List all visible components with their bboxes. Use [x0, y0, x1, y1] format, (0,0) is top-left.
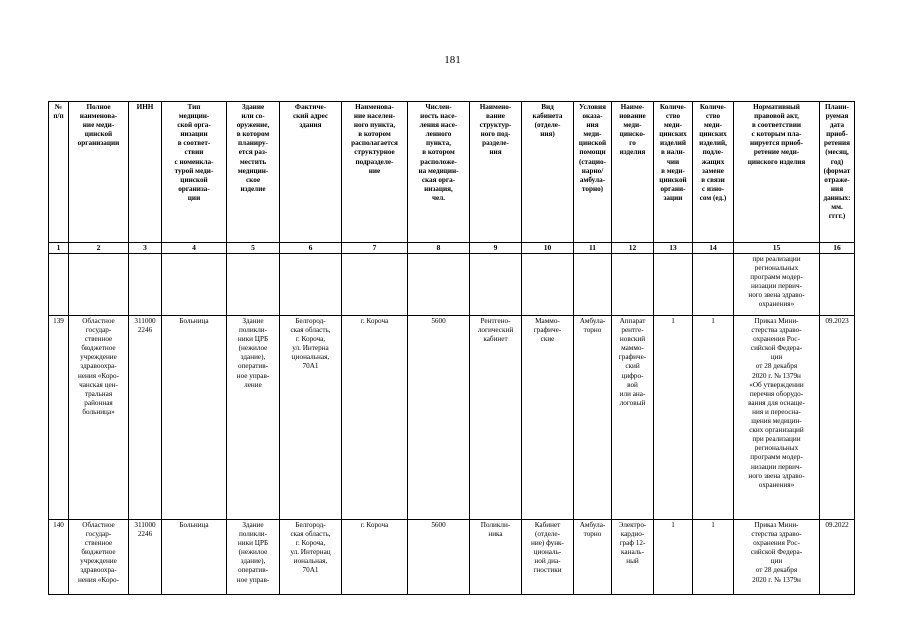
- date-cell: 09.2022: [820, 520, 855, 595]
- header-cell: Полное наименова- ние меди- цинской организации: [69, 102, 129, 243]
- column-number: 8: [408, 243, 470, 254]
- column-number: 9: [470, 243, 522, 254]
- type-cell: Больница: [162, 520, 227, 595]
- building-cell: Здание поликли- ники ЦРБ (нежилое здание), оператив- ное управ-: [227, 520, 280, 595]
- header-cell: Наименова- ние населен- ного пункта, в котором располагается структурное подразделе- ние: [342, 102, 408, 243]
- column-number: 2: [69, 243, 129, 254]
- unit-cell: Поликли- ника: [470, 520, 522, 595]
- column-number: 6: [280, 243, 342, 254]
- row-number: 139: [49, 316, 69, 520]
- type-cell: Больница: [162, 316, 227, 520]
- header-row: [49, 102, 855, 243]
- cabinet-cell: Кабинет (отделе- ние) функ- циональ- ной диа- гностики: [522, 520, 574, 595]
- equipment-table: [48, 101, 855, 595]
- column-number: 7: [342, 243, 408, 254]
- header-cell: Тип медицин- ской орга- низации в соответ- ствии с номенкла- турой меди- цинской организа- ции: [162, 102, 227, 243]
- header-cell: Количе- ство меди- цинских изделий, подле- жащих замене в связи с изно- сом (ед.): [693, 102, 734, 243]
- header-cell: Числен- ность насе- ления насе- ленного пункта, в котором расположе- на медицин- ская орга- низация, чел.: [408, 102, 470, 243]
- column-number: 16: [820, 243, 855, 254]
- act-cell: при реализации региональных программ модер- низации первич- ного звена здраво- охранения»: [734, 254, 820, 316]
- replace-cell: 1: [693, 520, 734, 595]
- cabinet-cell: Маммо- графиче- ские: [522, 316, 574, 520]
- column-number: 13: [654, 243, 693, 254]
- column-number: 1: [49, 243, 69, 254]
- page-number: 181: [444, 54, 461, 66]
- address-cell: Белгород- ская область, г. Короча, ул. Интерна циональная, 70А1: [280, 316, 342, 520]
- column-number: 12: [612, 243, 654, 254]
- header-cell: Наиме- нование меди- цинско- го изделия: [612, 102, 654, 243]
- org-cell: Областное государ- ственное бюджетное учреждение здравоохра- нения «Коро-: [69, 520, 129, 595]
- header-cell: Условия оказа- ния меди- цинской помощи (стацио- нарно/ амбула- торно): [574, 102, 612, 243]
- date-cell: 09.2023: [820, 316, 855, 520]
- settlement-cell: г. Короча: [342, 316, 408, 520]
- header-cell: Здание или со- оружение, в котором планиру- ется раз- местить медицин- ское изделие: [227, 102, 280, 243]
- conditions-cell: Амбула- торно: [574, 316, 612, 520]
- header-cell: Количе- ство меди- цинских изделий в нали- чии в меди- цинской органи- зации: [654, 102, 693, 243]
- inn-cell: 311000 2246: [129, 520, 162, 595]
- device-cell: Аппарат рентге- новский маммо- графиче- ский цифро- вой или ана- логовый: [612, 316, 654, 520]
- header-cell: № п/п: [49, 102, 69, 243]
- continuation-row: [49, 254, 855, 316]
- conditions-cell: Амбула- торно: [574, 520, 612, 595]
- settlement-cell: г. Короча: [342, 520, 408, 595]
- header-cell: Вид кабинета (отделе- ния): [522, 102, 574, 243]
- header-cell: Нормативный правовой акт, в соответствии с которым пла- нируется приоб- ретение меди- цинского изделия: [734, 102, 820, 243]
- column-number: 15: [734, 243, 820, 254]
- column-number: 14: [693, 243, 734, 254]
- act-cell: Приказ Мини- стерства здраво- охранения Рос- сийской Федера- ции от 28 декабря 2020 г. № 1379н «Об утверждении перечня оборудо- вания для оснаще- ния и переосна- щения медицин- ских организаций при реализации региональных программ модер- низации первич- ного звена здраво- охранения»: [734, 316, 820, 520]
- org-cell: Областное государ- ственное бюджетное учреждение здравоохра- нения «Коро- чанская цен- тральная районная больница»: [69, 316, 129, 520]
- qty-cell: 1: [654, 316, 693, 520]
- header-cell: ИНН: [129, 102, 162, 243]
- inn-cell: 311000 2246: [129, 316, 162, 520]
- header-cell: Наимено- вание структур- ного под- разделе- ния: [470, 102, 522, 243]
- device-cell: Электро- кардио- граф 12- каналь- ный: [612, 520, 654, 595]
- qty-cell: 1: [654, 520, 693, 595]
- table-row: [49, 520, 855, 595]
- header-cell: Плани- руемая дата приоб- ретения (месяц, год) (формат отраже- ния данных: мм. гггг.): [820, 102, 855, 243]
- column-number: 5: [227, 243, 280, 254]
- header-cell: Фактиче- ский адрес здания: [280, 102, 342, 243]
- column-number: 3: [129, 243, 162, 254]
- act-cell: Приказ Мини- стерства здраво- охранения Рос- сийской Федера- ции от 28 декабря 2020 г. № 1379н: [734, 520, 820, 595]
- column-number-row: [49, 243, 855, 254]
- column-number: 10: [522, 243, 574, 254]
- row-number: 140: [49, 520, 69, 595]
- address-cell: Белгород- ская область, г. Короча, ул. Интернац иональная, 70А1: [280, 520, 342, 595]
- population-cell: 5600: [408, 316, 470, 520]
- column-number: 4: [162, 243, 227, 254]
- table-row: [49, 316, 855, 520]
- building-cell: Здание поликли- ники ЦРБ (нежилое здание), оператив- ное управ- ление: [227, 316, 280, 520]
- replace-cell: 1: [693, 316, 734, 520]
- column-number: 11: [574, 243, 612, 254]
- unit-cell: Рентгено- логический кабинет: [470, 316, 522, 520]
- population-cell: 5600: [408, 520, 470, 595]
